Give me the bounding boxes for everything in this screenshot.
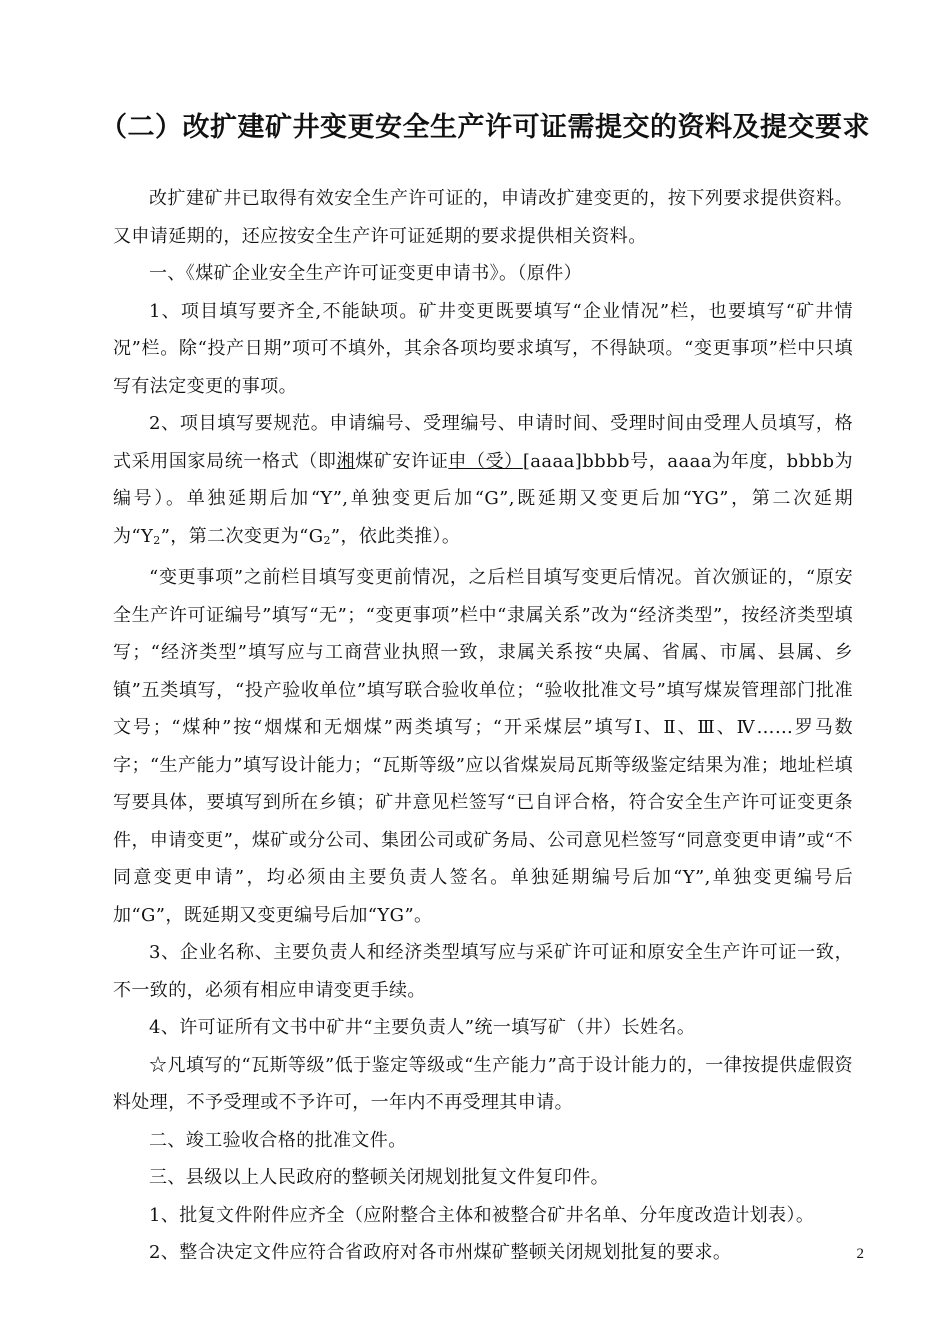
change-items-paragraph: “变更事项”之前栏目填写变更前情况，之后栏目填写变更后情况。首次颁证的，“原安全生产许可证编号”填写“无”；“变更事项”栏中“隶属关系”改为“经济类型”，按经济类型填写；“经济类型”填写应与工商营业执照一致，隶属关系按“央属、省属、市属、县属、乡镇”五类填写，“投产验收单位”填写联合验收单位；“验收批准文号”填写煤炭管理部门批准文号；“煤种”按“烟煤和无烟煤”两类填写；“开采煤层”填写Ⅰ、Ⅱ、Ⅲ、Ⅳ……罗马数字；“生产能力”填写设计能力；“瓦斯等级”应以省煤炭局瓦斯等级鉴定结果为准；地址栏填写要具体，要填写到所在乡镇；矿井意见栏签写“已自评合格，符合安全生产许可证变更条件，申请变更”，煤矿或分公司、集团公司或矿务局、公司意见栏签写“同意变更申请”或“不同意变更申请”，均必须由主要负责人签名。单独延期编号后加“Y”,单独变更编号后加“G”，既延期又变更编号后加“YG”。 <box>113 567 853 926</box>
section-1-heading: 一、《煤矿企业安全生产许可证变更申请书》。（原件） <box>149 263 582 284</box>
section-2-heading: 二、竣工验收合格的批准文件。 <box>149 1129 407 1151</box>
item-1-3: 3、企业名称、主要负责人和经济类型填写应与采矿许可证和原安全生产许可证一致，不一致的，必须有相应申请变更手续。 <box>113 942 853 1001</box>
item-1-2 <box>113 405 853 559</box>
item-3-2: 2、整合决定文件应符合省政府对各市州煤矿整顿关闭规划批复的要求。 <box>149 1242 732 1263</box>
item-1-2-part-a: 2、项目填写要规范。申请编号、受理编号、申请时间、受理时间由受理人员填写，格式采用国家局统一格式（即 <box>113 413 853 472</box>
item-1-2-part-e: [aaaa]bbbb号，aaaa为年度，bbbb为编号）。单独延期后加“Y”,单独变更后加“G”,既延期又变更后加“YG”，第二次延期为“Y <box>113 450 853 547</box>
item-1-2-underline-xiang: 湘 <box>336 450 356 472</box>
item-1-1: 1、项目填写要齐全,不能缺项。矿井变更既要填写“企业情况”栏，也要填写“矿井情况”栏。除“投产日期”项可不填外，其余各项均要求填写，不得缺项。“变更事项”栏中只填写有法定变更的事项。 <box>113 300 853 397</box>
section-3-heading: 三、县级以上人民政府的整顿关闭规划批复文件复印件。 <box>149 1167 609 1188</box>
item-1-2-part-i: ”，依此类推）。 <box>330 525 461 547</box>
item-1-2-subscript-y: 2 <box>153 533 161 547</box>
page-title: （二）改扩建矿井变更安全生产许可证需提交的资料及提交要求 <box>100 112 870 143</box>
item-1-2-underline-shen-shou: 申（受） <box>448 450 523 472</box>
item-1-2-part-g: ”，第二次变更为“G <box>160 525 324 547</box>
star-note: ☆凡填写的“瓦斯等级”低于鉴定等级或“生产能力”高于设计能力的，一律按提供虚假资料处理，不予受理或不予许可，一年内不再受理其申请。 <box>113 1054 853 1113</box>
item-3-1: 1、批复文件附件应齐全（应附整合主体和被整合矿井名单、分年度改造计划表）。 <box>149 1204 815 1226</box>
intro-paragraph: 改扩建矿井已取得有效安全生产许可证的，申请改扩建变更的，按下列要求提供资料。又申请延期的，还应按安全生产许可证延期的要求提供相关资料。 <box>113 188 853 247</box>
item-1-2-part-c: 煤矿安许证 <box>355 450 449 472</box>
page-number: 2 <box>856 1246 864 1262</box>
document-body <box>113 180 853 1272</box>
item-1-4: 4、许可证所有文书中矿井“主要负责人”统一填写矿（井）长姓名。 <box>149 1017 696 1038</box>
item-1-2-subscript-g: 2 <box>323 533 331 547</box>
